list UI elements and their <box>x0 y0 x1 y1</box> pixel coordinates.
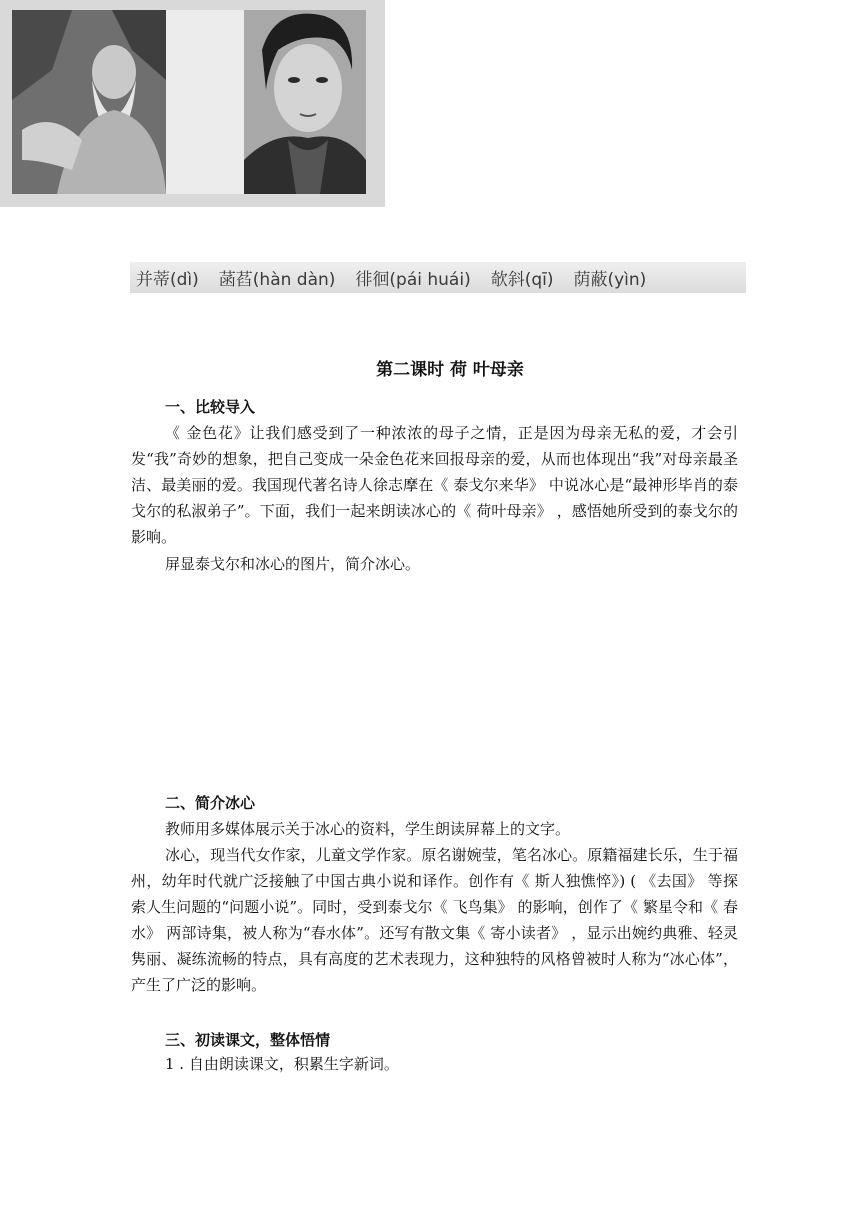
photo-gap <box>166 10 244 194</box>
bingxin-portrait-image <box>244 10 366 194</box>
pinyin-item: 菡萏(hàn dàn) <box>218 270 336 290</box>
author-photos <box>0 0 385 207</box>
tagore-photo <box>12 10 166 194</box>
section2-intro-line: 教师用多媒体展示关于冰心的资料，学生朗读屏幕上的文字。 <box>165 820 571 838</box>
pinyin-item: 荫蔽(yìn) <box>573 270 647 290</box>
section-heading-2: 二、简介冰心 <box>165 794 256 812</box>
section2-paragraph: 冰心，现当代女作家，儿童文学作家。原名谢婉莹，笔名冰心。原籍福建长乐，生于福州，幼年时代就广泛接触了中国古典小说和译作。创作有《 斯人独憔悴》) ( 《去国》 等探索人生问题的“问题小说”。同时，受到泰戈尔《 飞鸟集》 的影响，创作了《 繁星令和《 春水》 两部诗集，被人称为“春水体”。还写有散文集《 寄小读者》 ，显示出婉约典雅、轻灵隽丽、凝练流畅的特点，具有高度的艺术表现力，这种独特的风格曾被时人称为“冰心体”，产生了广泛的影响。 <box>131 846 738 994</box>
bingxin-photo <box>244 10 366 194</box>
vocabulary-pinyin-strip <box>130 262 746 293</box>
pinyin-item: 徘徊(pái huái) <box>355 270 471 290</box>
lesson-title: 第二课时 荷 叶母亲 <box>376 360 524 380</box>
pinyin-item: 并蒂(dì) <box>136 270 199 290</box>
section-heading-3: 三、初读课文，整体悟情 <box>165 1031 331 1049</box>
section1-paragraph: 《 金色花》让我们感受到了一种浓浓的母子之情，正是因为母亲无私的爱，才会引发“我”奇妙的想象，把自己变成一朵金色花来回报母亲的爱，从而也体现出“我”对母亲最圣洁、最美丽的爱。我国现代著名诗人徐志摩在《 泰戈尔来华》 中说冰心是“最神形毕肖的泰戈尔的私淑弟子”。下面，我们一起来朗读冰心的《 荷叶母亲》 ，感悟她所受到的泰戈尔的影响。 <box>131 424 738 546</box>
section1-note: 屏显泰戈尔和冰心的图片，简介冰心。 <box>165 555 421 573</box>
pinyin-item: 欹斜(qī) <box>490 270 554 290</box>
tagore-portrait-image <box>12 10 166 194</box>
section3-item-1: 1 . 自由朗读课文，积累生字新词。 <box>165 1055 399 1073</box>
section-heading-1: 一、比较导入 <box>165 398 256 416</box>
